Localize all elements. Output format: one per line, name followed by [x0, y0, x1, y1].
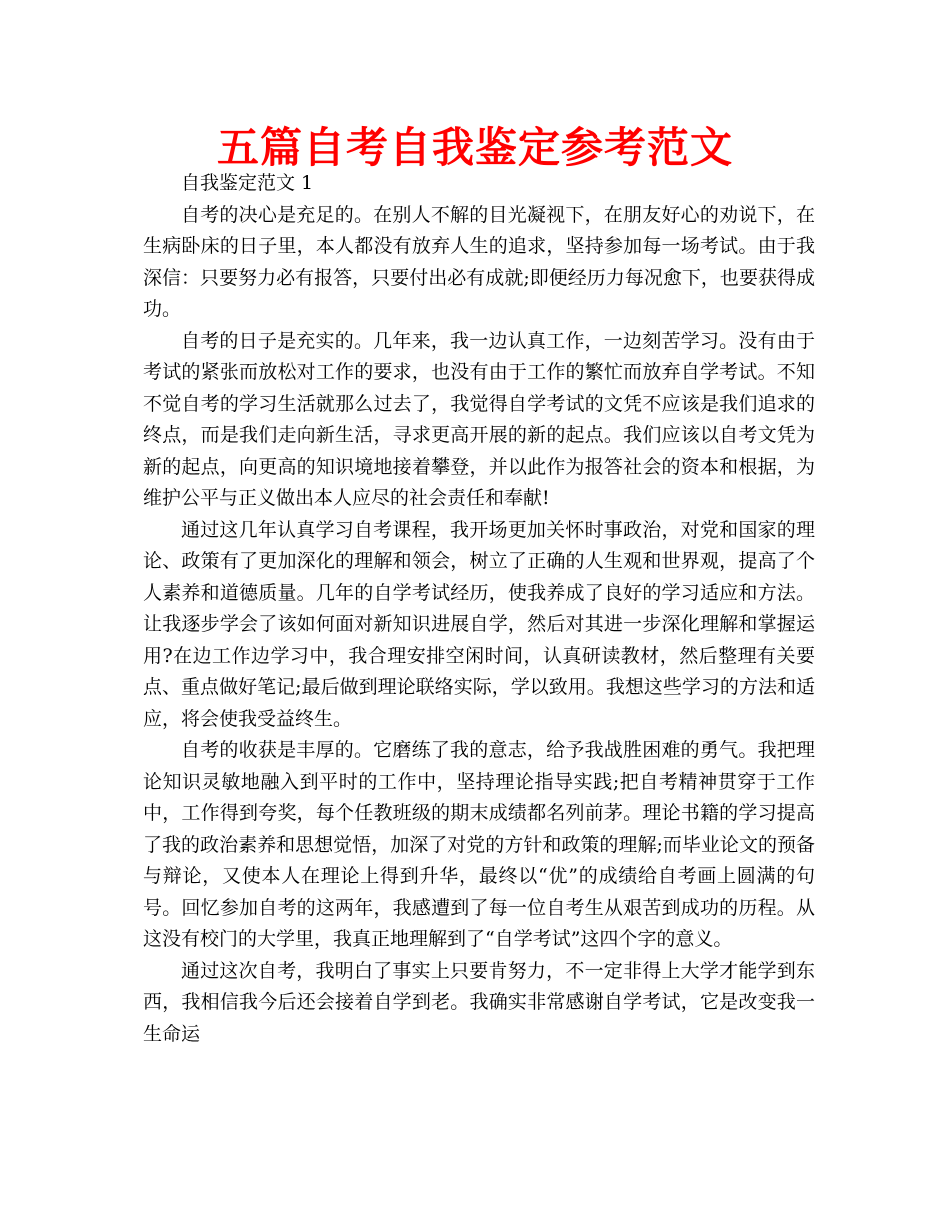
paragraph-2: 自考的日子是充实的。几年来，我一边认真工作，一边刻苦学习。没有由于考试的紧张而放松对工作的要求，也没有由于工作的繁忙而放弃自学考试。不知不觉自考的学习生活就那么过去了，我觉得自学考试的文凭不应该是我们追求的终点，而是我们走向新生活，寻求更高开展的新的起点。我们应该以自考文凭为新的起点，向更高的知识境地接着攀登，并以此作为报答社会的资本和根据，为维护公平与正义做出本人应尽的社会责任和奉献! — [143, 329, 815, 509]
paragraph-1: 自考的决心是充足的。在别人不解的目光凝视下，在朋友好心的劝说下，在生病卧床的日子里，本人都没有放弃人生的追求，坚持参加每一场考试。由于我深信：只要努力必有报答，只要付出必有成就;即便经历力每况愈下，也要获得成功。 — [143, 203, 815, 320]
document-title: 五篇自考自我鉴定参考范文 — [216, 123, 733, 172]
paragraph-3: 通过这几年认真学习自考课程，我开场更加关怀时事政治，对党和国家的理论、政策有了更加深化的理解和领会，树立了正确的人生观和世界观，提高了个人素养和道德质量。几年的自学考试经历，使我养成了良好的学习适应和方法。让我逐步学会了该如何面对新知识进展自学，然后对其进一步深化理解和掌握运用?在边工作边学习中，我合理安排空闲时间，认真研读教材，然后整理有关要点、重点做好笔记;最后做到理论联络实际，学以致用。我想这些学习的方法和适应，将会使我受益终生。 — [143, 518, 815, 730]
document-body — [143, 168, 815, 1050]
section-heading: 自我鉴定范文 1 — [181, 172, 314, 194]
paragraph-5: 通过这次自考，我明白了事实上只要肯努力，不一定非得上大学才能学到东西，我相信我今后还会接着自学到老。我确实非常感谢自学考试，它是改变我一生命运 — [143, 959, 815, 1045]
paragraph-4: 自考的收获是丰厚的。它磨练了我的意志，给予我战胜困难的勇气。我把理论知识灵敏地融入到平时的工作中，坚持理论指导实践;把自考精神贯穿于工作中，工作得到夸奖，每个任教班级的期末成绩都名列前茅。理论书籍的学习提高了我的政治素养和思想觉悟，加深了对党的方针和政策的理解;而毕业论文的预备与辩论，又使本人在理论上得到升华，最终以“优”的成绩给自考画上圆满的句号。回忆参加自考的这两年，我感遭到了每一位自考生从艰苦到成功的历程。从这没有校门的大学里，我真正地理解到了“自学考试”这四个字的意义。 — [143, 739, 815, 950]
